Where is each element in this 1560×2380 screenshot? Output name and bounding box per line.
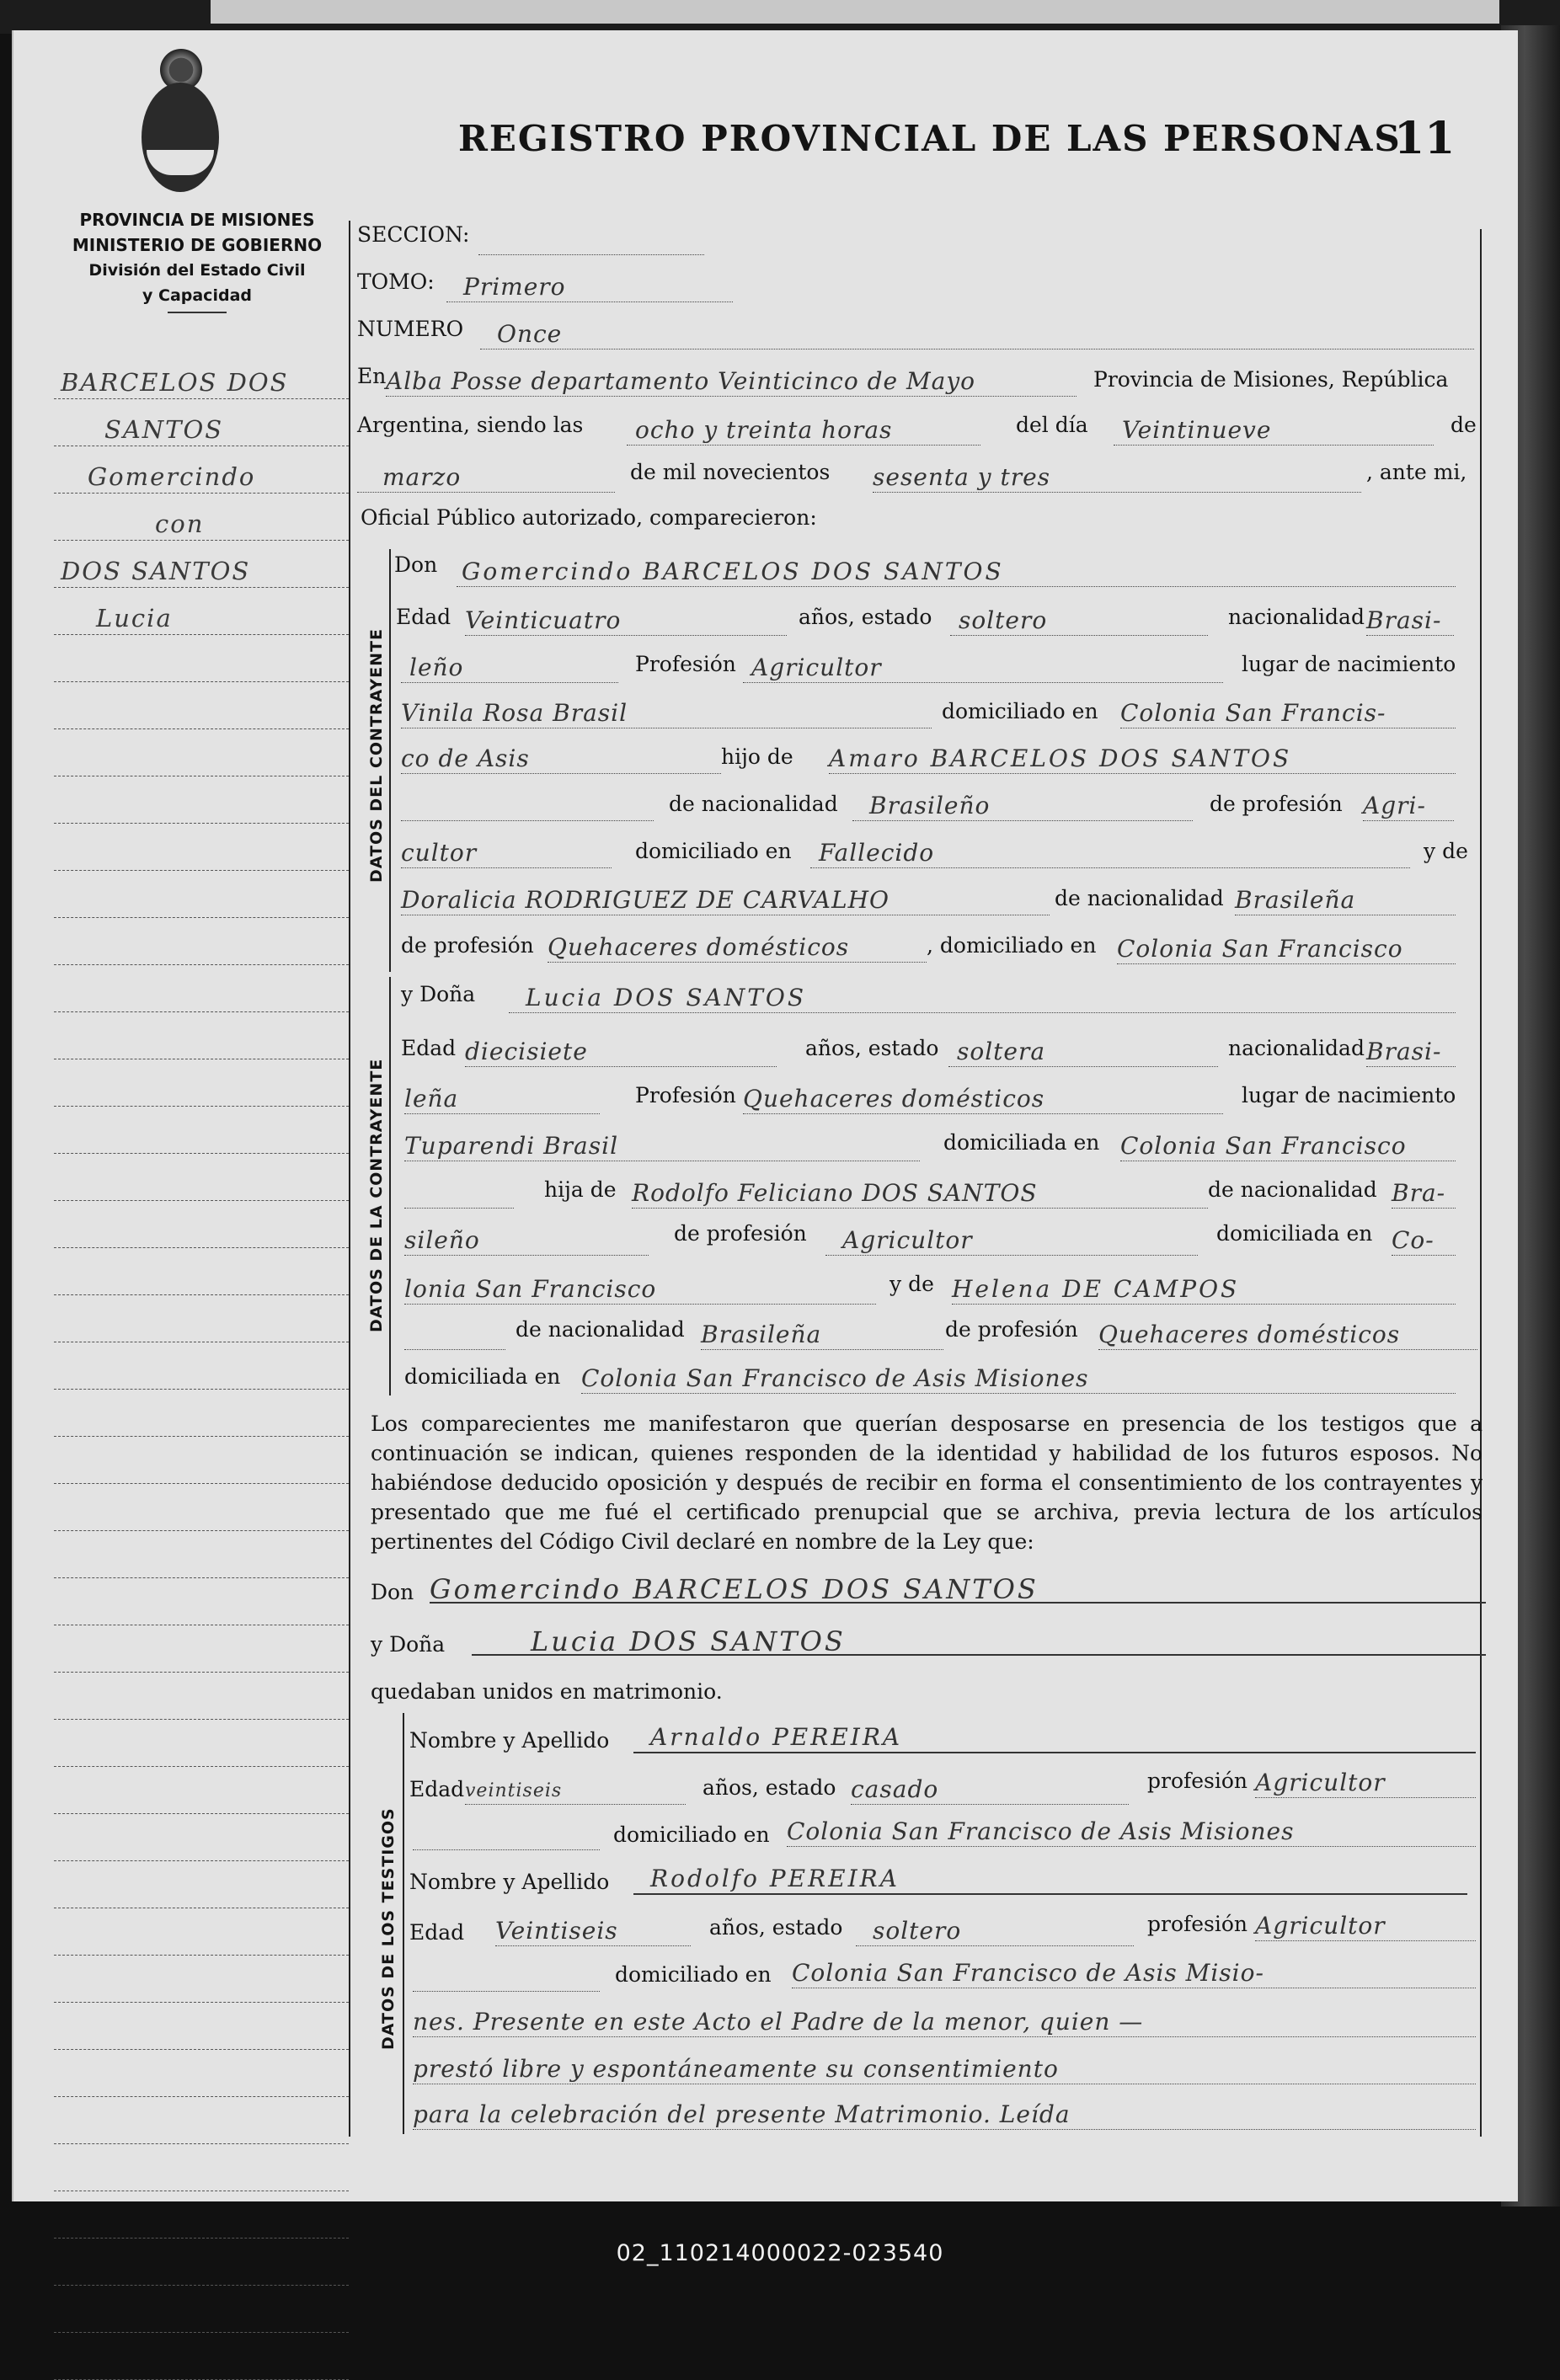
margin-line <box>54 1154 349 1201</box>
contrayenta-padre-field <box>632 1179 1208 1209</box>
numero-label: NUMERO <box>357 317 464 341</box>
margin-line <box>54 446 349 494</box>
testigo2-profesion-value: Agricultor <box>1255 1912 1386 1940</box>
contrayente-madre-field <box>401 886 1050 915</box>
dia-field <box>1114 416 1434 446</box>
margin-line <box>54 352 349 399</box>
contrayenta-nombre-field <box>509 984 1456 1013</box>
testigo2-edad-value: Veintiseis <box>495 1917 618 1945</box>
contrayente-section-label: DATOS DEL CONTRAYENTE <box>367 628 386 883</box>
decl-dona-value: Lucia DOS SANTOS <box>531 1625 846 1657</box>
contrayenta-estado-value: soltera <box>957 1038 1046 1065</box>
contrayente-padre-nacionalidad-field <box>852 792 1193 821</box>
contrayente-domicilio-value: Colonia San Francis- <box>1120 699 1386 727</box>
contrayente-nombre-field <box>457 558 1456 587</box>
decl-don-field <box>430 1573 1486 1604</box>
profesion-label: profesión <box>1147 1769 1248 1793</box>
contrayenta-padre-nacionalidad-cont: sileño <box>404 1226 480 1254</box>
blank-field <box>413 1962 600 1992</box>
margin-line <box>54 1861 349 1908</box>
margin-line <box>54 965 349 1012</box>
margin-line <box>54 1012 349 1059</box>
edad-label: Edad <box>409 1920 465 1945</box>
contrayente-nacionalidad-cont: leño <box>409 654 464 681</box>
contrayente-nombre-value: Gomercindo BARCELOS DOS SANTOS <box>462 558 1004 585</box>
contrayenta-padre-domicilio-field <box>1392 1226 1456 1256</box>
y-de-label: y de <box>1424 839 1468 863</box>
don-label: Don <box>394 552 438 577</box>
contrayente-madre-domicilio-field <box>1117 935 1456 964</box>
contrayente-padre-value: Amaro BARCELOS DOS SANTOS <box>829 744 1292 772</box>
margin-note: DOS SANTOS <box>61 557 251 585</box>
testigo2-estado-value: soltero <box>873 1917 962 1945</box>
domiciliado-en-label: domiciliado en <box>613 1822 770 1847</box>
anios-label: años, estado <box>703 1775 836 1800</box>
tomo-field <box>446 273 733 302</box>
contrayente-madre-profesion-field <box>548 933 927 963</box>
testigo1-estado-field <box>851 1775 1129 1805</box>
main-right-rule <box>1480 229 1482 2137</box>
contrayente-estado-value: soltero <box>959 606 1048 634</box>
contrayenta-profesion-field <box>743 1085 1223 1114</box>
margin-line <box>54 2191 349 2239</box>
mes-value: marzo <box>382 463 462 491</box>
decl-dona-label: y Doña <box>371 1632 446 1657</box>
hija-de-label: hija de <box>544 1177 617 1202</box>
margin-line <box>54 541 349 588</box>
contrayente-lugar-field <box>401 699 932 728</box>
contrayenta-edad-value: diecisiete <box>465 1038 588 1065</box>
decl-don-label: Don <box>371 1580 414 1604</box>
de-profesion-label: de profesión <box>945 1317 1078 1342</box>
lugar-nacimiento-label: lugar de nacimiento <box>1242 1083 1456 1107</box>
coat-of-arms-seal <box>135 49 227 199</box>
domiciliada-en-label: domiciliada en <box>404 1364 561 1389</box>
contrayenta-domicilio-field <box>1120 1132 1456 1161</box>
dia-value: Veintinueve <box>1122 416 1272 444</box>
nombre-apellido-label: Nombre y Apellido <box>409 1728 610 1753</box>
margin-line <box>54 918 349 965</box>
contrayente-padre-field <box>829 744 1456 774</box>
domiciliado-en-label: domiciliado en <box>942 699 1098 723</box>
edad-label: Edad <box>409 1777 465 1801</box>
contrayenta-nacionalidad-field <box>1366 1038 1456 1067</box>
decl-dona-field <box>472 1625 1486 1656</box>
argentina-text: Argentina, siendo las <box>357 413 584 437</box>
margin-line <box>54 1248 349 1295</box>
contrayenta-padre-nacionalidad-field <box>1392 1179 1456 1209</box>
contrayente-padre-nacionalidad-value: Brasileño <box>869 792 991 819</box>
nombre-apellido-label: Nombre y Apellido <box>409 1870 610 1894</box>
margin-line <box>54 1390 349 1437</box>
testigos-section-label: DATOS DE LOS TESTIGOS <box>379 1807 398 2050</box>
contrayenta-padre-profesion-field <box>825 1226 1198 1256</box>
contrayente-padre-profesion-value: Agri- <box>1363 792 1426 819</box>
lugar-acto-field <box>386 367 1077 397</box>
contrayenta-madre-profesion-value: Quehaceres domésticos <box>1098 1321 1401 1348</box>
numero-value: Once <box>497 320 563 348</box>
de-profesion-label: de profesión <box>401 933 534 958</box>
contrayenta-padre-domicilio-cont-field <box>404 1275 876 1305</box>
authority-capacity: y Capacidad <box>142 286 252 305</box>
contrayente-nacionalidad-value: Brasi- <box>1366 606 1442 634</box>
contrayenta-nacionalidad-cont-field <box>404 1085 600 1114</box>
contrayente-profesion-field <box>743 654 1223 683</box>
ante-label: , ante mi, <box>1366 460 1467 484</box>
contrayenta-padre-domicilio-cont: lonia San Francisco <box>404 1275 657 1303</box>
testigos-bracket <box>403 1713 404 2134</box>
contrayente-nacionalidad-field <box>1366 606 1454 636</box>
note-line-2: prestó libre y espontáneamente su consentimiento <box>413 2055 1059 2083</box>
anios-label: años, estado <box>799 605 932 629</box>
contrayenta-lugar-value: Tuparendi Brasil <box>404 1132 619 1160</box>
testigo1-nombre-field <box>633 1723 1476 1753</box>
contrayente-bracket <box>389 549 391 972</box>
contrayente-padre-domicilio-value: Fallecido <box>819 839 935 867</box>
de-nacionalidad-label: de nacionalidad <box>1208 1177 1377 1202</box>
contrayente-nacionalidad-cont-field <box>401 654 618 683</box>
testigo2-edad-field <box>495 1917 691 1946</box>
margin-line <box>54 494 349 541</box>
contrayente-domicilio-cont: co de Asis <box>401 744 530 772</box>
margin-note: BARCELOS DOS <box>61 368 289 397</box>
contrayenta-domicilio-value: Colonia San Francisco <box>1120 1132 1407 1160</box>
contrayenta-padre-value: Rodolfo Feliciano DOS SANTOS <box>632 1179 1038 1207</box>
margin-line <box>54 1484 349 1531</box>
domiciliada-en-label: domiciliada en <box>1216 1221 1373 1246</box>
margin-line <box>54 635 349 682</box>
contrayenta-madre-field <box>952 1275 1456 1305</box>
contrayente-madre-profesion-value: Quehaceres domésticos <box>548 933 850 961</box>
contrayenta-padre-domicilio-value: Co- <box>1392 1226 1434 1254</box>
shield-emblem-icon <box>142 83 219 192</box>
contrayente-profesion-value: Agricultor <box>751 654 882 681</box>
margin-line <box>54 1295 349 1342</box>
mes-field <box>357 463 615 493</box>
margin-line <box>54 1720 349 1767</box>
edad-label: Edad <box>401 1036 457 1060</box>
contrayente-edad-field <box>465 606 787 636</box>
margin-line <box>54 2333 349 2380</box>
de-label: de <box>1450 413 1477 437</box>
contrayenta-lugar-field <box>404 1132 920 1161</box>
margin-note: con <box>155 510 205 538</box>
main-left-rule <box>349 221 350 2137</box>
hijo-de-label: hijo de <box>721 744 793 769</box>
dona-label: y Doña <box>401 982 476 1006</box>
contrayente-domicilio-field <box>1120 699 1456 728</box>
margin-line <box>54 2286 349 2333</box>
margin-notes-column <box>54 352 349 2380</box>
testigo1-nombre-value: Arnaldo PEREIRA <box>650 1723 903 1751</box>
margin-line <box>54 1437 349 1484</box>
contrayenta-madre-domicilio-field <box>581 1364 1456 1394</box>
photo-background-top <box>0 0 1560 34</box>
margin-line <box>54 1107 349 1154</box>
authority-underline <box>168 312 227 313</box>
background-paper-scrap <box>211 0 1499 24</box>
y-de-label: y de <box>890 1272 934 1296</box>
edad-label: Edad <box>396 605 451 629</box>
testigo2-profesion-field <box>1255 1912 1476 1941</box>
contrayenta-bracket <box>389 977 391 1395</box>
profesion-label: Profesión <box>635 1083 736 1107</box>
contrayenta-profesion-value: Quehaceres domésticos <box>743 1085 1045 1113</box>
margin-note: SANTOS <box>104 415 224 444</box>
contrayente-padre-profesion-cont-field <box>401 839 612 868</box>
note-line-1: nes. Presente en este Acto el Padre de la menor, quien — <box>413 2008 1144 2036</box>
margin-line <box>54 1059 349 1107</box>
contrayenta-nacionalidad-cont: leña <box>404 1085 459 1113</box>
anio-value: sesenta y tres <box>873 463 1051 491</box>
en-label: En <box>357 364 387 388</box>
issuing-authority <box>54 207 340 313</box>
lugar-acto-value: Alba Posse departamento Veinticinco de Mayo <box>386 367 976 395</box>
contrayente-domicilio-cont-field <box>401 744 721 774</box>
contrayenta-madre-value: Helena DE CAMPOS <box>952 1275 1240 1303</box>
del-dia-label: del día <box>1016 413 1088 437</box>
nacionalidad-label: nacionalidad <box>1228 605 1365 629</box>
declaration-paragraph: Los comparecientes me manifestaron que querían desposarse en presencia de los testigos que a continuación se indican, quienes responden de la identidad y habilidad de los futuros esposos. No habiéndose deducido oposición y después de recibir en forma el consentimiento de los contrayentes y presentado que me fué el certificado prenupcial que se archiva, previa lectura de los artículos pertinentes del Código Civil declaré en nombre de la Ley que: <box>371 1411 1483 1554</box>
decl-don-value: Gomercindo BARCELOS DOS SANTOS <box>430 1573 1039 1605</box>
de-nacionalidad-label: de nacionalidad <box>1055 886 1224 910</box>
contrayente-padre-profesion-cont: cultor <box>401 839 478 867</box>
contrayenta-madre-profesion-field <box>1098 1321 1477 1350</box>
oficial-text: Oficial Público autorizado, comparecieron: <box>361 505 817 530</box>
margin-line <box>54 1342 349 1390</box>
contrayente-edad-value: Veinticuatro <box>465 606 622 634</box>
testigo1-edad-value: veintiseis <box>465 1780 563 1801</box>
margin-line <box>54 682 349 729</box>
contrayenta-padre-profesion-value: Agricultor <box>842 1226 973 1254</box>
margin-line <box>54 824 349 871</box>
tomo-value: Primero <box>463 273 566 301</box>
margin-line <box>54 1625 349 1673</box>
image-caption: 02_110214000022-023540 <box>616 2240 944 2266</box>
note-line <box>413 2055 1476 2084</box>
contrayente-lugar-value: Vinila Rosa Brasil <box>401 699 628 727</box>
blank-field <box>413 1821 600 1850</box>
de-nacionalidad-label: de nacionalidad <box>516 1317 685 1342</box>
testigo1-domicilio-field <box>787 1817 1476 1847</box>
de-profesion-label: de profesión <box>674 1221 807 1246</box>
page-number: 11 <box>1394 113 1456 164</box>
testigo1-profesion-field <box>1255 1769 1476 1798</box>
testigo2-domicilio-value: Colonia San Francisco de Asis Misio- <box>792 1959 1264 1987</box>
margin-line <box>54 1956 349 2003</box>
anios-label: años, estado <box>709 1915 843 1940</box>
seccion-label: SECCION: <box>357 222 470 247</box>
seccion-field <box>478 226 704 255</box>
nacionalidad-label: nacionalidad <box>1228 1036 1365 1060</box>
margin-line <box>54 2003 349 2050</box>
anio-field <box>873 463 1361 493</box>
margin-line <box>54 1814 349 1861</box>
contrayente-madre-domicilio-value: Colonia San Francisco <box>1117 935 1403 963</box>
mil-label: de mil novecientos <box>630 460 831 484</box>
contrayente-padre-profesion-field <box>1363 792 1454 821</box>
contrayenta-madre-domicilio-value: Colonia San Francisco de Asis Misiones <box>581 1364 1089 1392</box>
contrayenta-section-label: DATOS DE LA CONTRAYENTE <box>367 1058 386 1332</box>
domiciliado-en-label: domiciliado en <box>635 839 792 863</box>
provincia-text: Provincia de Misiones, República <box>1093 367 1449 392</box>
de-nacionalidad-label: de nacionalidad <box>669 792 838 816</box>
margin-line <box>54 1673 349 1720</box>
testigo1-profesion-value: Agricultor <box>1255 1769 1386 1796</box>
margin-note: Lucia <box>96 604 173 632</box>
hora-value: ocho y treinta horas <box>635 416 893 444</box>
profesion-label: profesión <box>1147 1912 1248 1936</box>
blank-field <box>404 1179 514 1209</box>
contrayenta-nombre-value: Lucia DOS SANTOS <box>526 984 807 1011</box>
domiciliado-label: , domiciliado en <box>927 933 1097 958</box>
testigo2-nombre-field <box>633 1865 1467 1895</box>
testigo1-edad-field <box>465 1775 686 1805</box>
anios-label: años, estado <box>805 1036 939 1060</box>
lugar-nacimiento-label: lugar de nacimiento <box>1242 652 1456 676</box>
testigo2-nombre-value: Rodolfo PEREIRA <box>650 1865 900 1892</box>
margin-line <box>54 2050 349 2097</box>
authority-province: PROVINCIA DE MISIONES <box>79 210 315 230</box>
margin-line <box>54 1767 349 1814</box>
testigo1-domicilio-value: Colonia San Francisco de Asis Misiones <box>787 1817 1295 1845</box>
contrayente-madre-value: Doralicia RODRIGUEZ DE CARVALHO <box>401 886 890 914</box>
testigo2-domicilio-field <box>792 1959 1476 1988</box>
margin-line <box>54 871 349 918</box>
margin-line <box>54 2144 349 2191</box>
margin-line <box>54 588 349 635</box>
contrayente-padre-domicilio-field <box>810 839 1410 868</box>
contrayenta-padre-nacionalidad-value: Bra- <box>1392 1179 1446 1207</box>
authority-ministry: MINISTERIO DE GOBIERNO <box>72 235 323 255</box>
contrayenta-madre-nacionalidad-value: Brasileña <box>701 1321 822 1348</box>
margin-note: Gomercindo <box>88 462 256 491</box>
margin-line <box>54 399 349 446</box>
authority-division: División del Estado Civil <box>88 261 306 280</box>
contrayente-madre-nacionalidad-field <box>1235 886 1456 915</box>
contrayente-estado-field <box>950 606 1208 636</box>
matrimonio-closing: quedaban unidos en matrimonio. <box>371 1679 723 1704</box>
margin-line <box>54 2097 349 2144</box>
domiciliada-en-label: domiciliada en <box>943 1130 1100 1155</box>
de-profesion-label: de profesión <box>1210 792 1343 816</box>
contrayenta-nacionalidad-value: Brasi- <box>1366 1038 1442 1065</box>
margin-line <box>54 776 349 824</box>
numero-field <box>480 320 1474 350</box>
contrayenta-madre-nacionalidad-field <box>701 1321 943 1350</box>
margin-line <box>54 1908 349 1956</box>
blank-field <box>401 792 654 821</box>
hora-field <box>627 416 980 446</box>
contrayenta-edad-field <box>465 1038 777 1067</box>
contrayenta-estado-field <box>948 1038 1218 1067</box>
note-line-3: para la celebración del presente Matrimonio. Leída <box>413 2100 1071 2128</box>
margin-line <box>54 1201 349 1248</box>
domiciliado-en-label: domiciliado en <box>615 1962 772 1987</box>
contrayente-madre-nacionalidad-value: Brasileña <box>1235 886 1356 914</box>
tomo-label: TOMO: <box>357 269 435 294</box>
note-line <box>413 2100 1476 2130</box>
testigo2-estado-field <box>856 1917 1134 1946</box>
margin-line <box>54 1531 349 1578</box>
contrayenta-padre-nacionalidad-cont-field <box>404 1226 649 1256</box>
margin-line <box>54 729 349 776</box>
blank-field <box>404 1321 505 1350</box>
profesion-label: Profesión <box>635 652 736 676</box>
page-title: REGISTRO PROVINCIAL DE LAS PERSONAS <box>458 118 1402 159</box>
testigo1-estado-value: casado <box>851 1775 939 1803</box>
margin-line <box>54 1578 349 1625</box>
note-line <box>413 2008 1476 2037</box>
